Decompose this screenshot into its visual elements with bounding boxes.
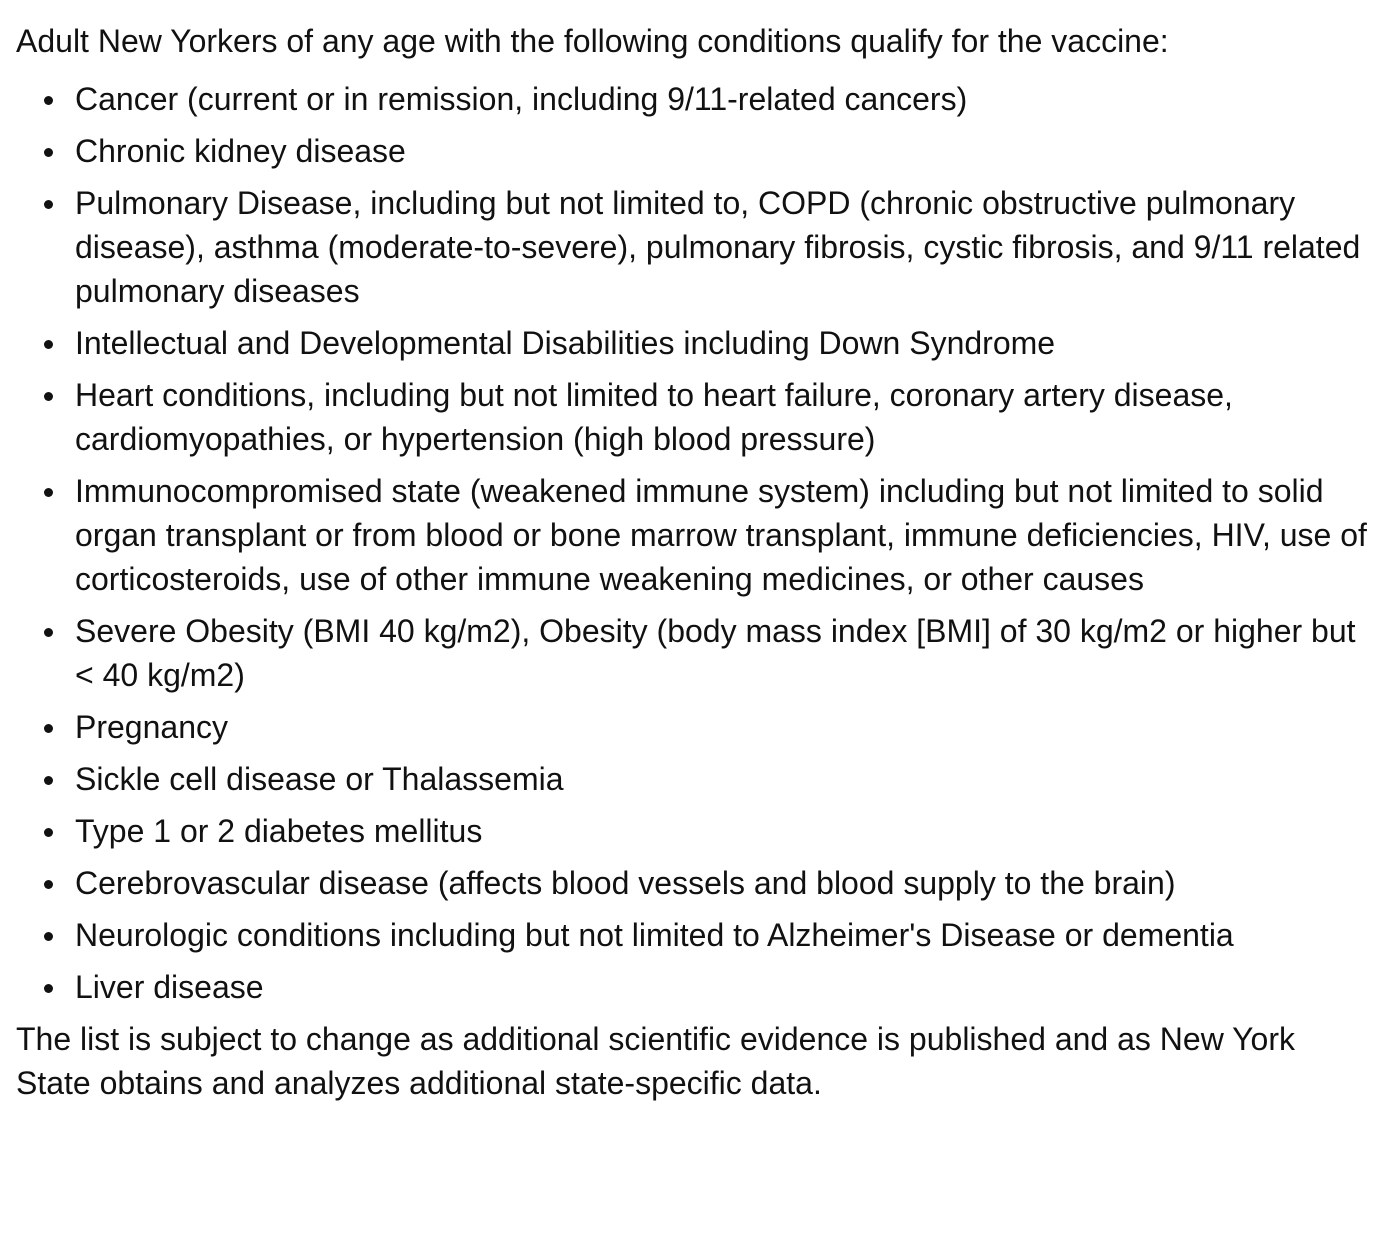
bullet-icon — [44, 776, 53, 785]
list-item — [75, 181, 1376, 313]
bullet-icon — [44, 724, 53, 733]
list-item-text: Sickle cell disease or Thalassemia — [75, 761, 564, 797]
list-item-text: Severe Obesity (BMI 40 kg/m2), Obesity (body mass index [BMI] of 30 kg/m2 or higher but < 40 kg/m2) — [75, 613, 1356, 693]
list-item — [75, 809, 1376, 853]
bullet-icon — [44, 96, 53, 105]
list-item-text: Heart conditions, including but not limited to heart failure, coronary artery disease, cardiomyopathies, or hypertension (high blood pressure) — [75, 377, 1233, 457]
bullet-icon — [44, 828, 53, 837]
list-item-text: Chronic kidney disease — [75, 133, 406, 169]
bullet-icon — [44, 392, 53, 401]
list-item-text: Immunocompromised state (weakened immune system) including but not limited to solid organ transplant or from blood or bone marrow transplant, immune deficiencies, HIV, use of corticosteroids, use of other immune weakening medicines, or other causes — [75, 473, 1367, 597]
list-item — [75, 609, 1376, 697]
list-item-text: Neurologic conditions including but not limited to Alzheimer's Disease or dementia — [75, 917, 1234, 953]
list-item — [75, 129, 1376, 173]
intro-text: Adult New Yorkers of any age with the following conditions qualify for the vaccine: — [16, 23, 1169, 59]
list-item — [75, 965, 1376, 1009]
closing-text: The list is subject to change as additional scientific evidence is published and as New York State obtains and analyzes additional state-specific data. — [16, 1021, 1295, 1101]
list-item — [75, 861, 1376, 905]
bullet-icon — [44, 628, 53, 637]
bullet-icon — [44, 932, 53, 941]
list-item-text: Liver disease — [75, 969, 264, 1005]
list-item — [75, 469, 1376, 601]
bullet-icon — [44, 984, 53, 993]
list-item — [75, 757, 1376, 801]
bullet-icon — [44, 340, 53, 349]
list-item — [75, 705, 1376, 749]
list-item-text: Cancer (current or in remission, including 9/11-related cancers) — [75, 81, 968, 117]
list-item-text: Intellectual and Developmental Disabilities including Down Syndrome — [75, 325, 1056, 361]
bullet-icon — [44, 200, 53, 209]
article-content — [16, 19, 1376, 1105]
bullet-icon — [44, 148, 53, 157]
conditions-list — [16, 77, 1376, 1009]
list-item-text: Cerebrovascular disease (affects blood vessels and blood supply to the brain) — [75, 865, 1176, 901]
bullet-icon — [44, 880, 53, 889]
list-item — [75, 913, 1376, 957]
list-item-text: Pregnancy — [75, 709, 228, 745]
list-item — [75, 373, 1376, 461]
list-item-text: Type 1 or 2 diabetes mellitus — [75, 813, 483, 849]
list-item-text: Pulmonary Disease, including but not limited to, COPD (chronic obstructive pulmonary disease), asthma (moderate-to-severe), pulmonary fibrosis, cystic fibrosis, and 9/11 related pulmonary diseases — [75, 185, 1361, 309]
list-item — [75, 77, 1376, 121]
bullet-icon — [44, 488, 53, 497]
list-item — [75, 321, 1376, 365]
